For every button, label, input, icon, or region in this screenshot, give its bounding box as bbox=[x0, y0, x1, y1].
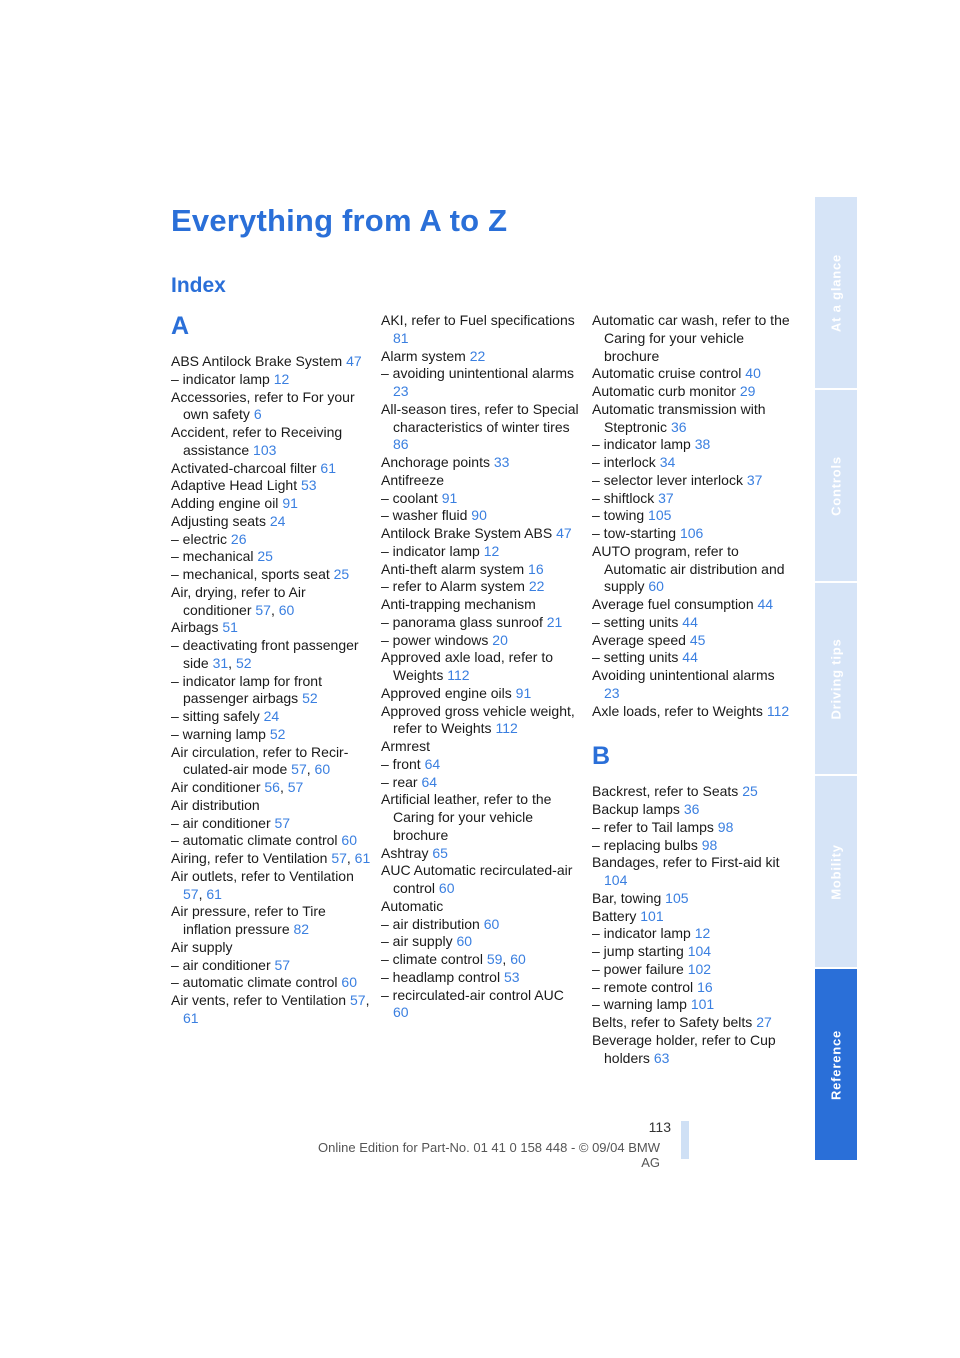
page-reference-link[interactable]: 44 bbox=[682, 649, 698, 666]
page-reference-link[interactable]: 24 bbox=[263, 708, 280, 724]
page-reference-link[interactable]: 22 bbox=[528, 578, 545, 595]
page-reference-link[interactable]: 27 bbox=[756, 1014, 772, 1030]
index-entry-text: Accessories, refer to For your own safety bbox=[171, 388, 355, 423]
page-reference-link[interactable]: 90 bbox=[471, 507, 487, 524]
index-entry-text: – deactivating front passenger side bbox=[171, 637, 359, 671]
index-entry-text: Approved axle load, refer to Weights bbox=[381, 649, 553, 683]
index-entry bbox=[171, 566, 371, 584]
index-entry bbox=[592, 454, 792, 472]
page-reference-link[interactable]: 60 bbox=[314, 761, 331, 778]
page-reference-link[interactable]: 57 bbox=[274, 814, 291, 831]
index-entry-text: – indicator lamp bbox=[171, 370, 270, 387]
index-entry bbox=[171, 531, 371, 549]
page-reference-link[interactable]: 45 bbox=[689, 631, 706, 648]
index-column-2 bbox=[381, 312, 581, 1022]
page-reference-link[interactable]: 112 bbox=[447, 667, 470, 683]
index-entry bbox=[592, 703, 792, 721]
index-entry bbox=[381, 596, 581, 614]
index-entry bbox=[171, 477, 371, 495]
index-entry-text: – mechanical, sports seat bbox=[171, 566, 330, 582]
index-entry bbox=[171, 939, 371, 957]
index-entry-text: Automatic car wash, refer to the Caring for your vehicle brochure bbox=[592, 312, 790, 364]
index-entry-text: – air conditioner bbox=[171, 956, 271, 973]
index-entry bbox=[592, 890, 792, 908]
index-entry bbox=[381, 348, 581, 366]
page-reference-link[interactable]: 60 bbox=[341, 832, 357, 849]
index-entry bbox=[592, 908, 792, 926]
index-entry bbox=[171, 815, 371, 833]
page-reference-link[interactable]: 60 bbox=[510, 951, 526, 967]
index-entry bbox=[592, 925, 792, 943]
page-reference-link[interactable]: 105 bbox=[665, 889, 689, 906]
index-entry-text: Airing, refer to Ventilation bbox=[171, 850, 328, 866]
page-reference-link[interactable]: 63 bbox=[653, 1049, 670, 1066]
index-entry bbox=[592, 1032, 792, 1068]
index-entry bbox=[592, 943, 792, 961]
page-reference-link[interactable]: 52 bbox=[302, 690, 318, 707]
index-entry-text: Antilock Brake System ABS bbox=[381, 525, 553, 541]
index-entry bbox=[381, 845, 581, 863]
index-entry-text: Average fuel consumption bbox=[592, 596, 754, 612]
index-entry-text: – indicator lamp bbox=[381, 542, 480, 559]
page-reference-link[interactable]: 91 bbox=[441, 489, 458, 506]
index-entry-text: – power windows bbox=[381, 631, 489, 648]
index-entry-text: – refer to Alarm system bbox=[381, 578, 525, 595]
tab-label: At a glance bbox=[828, 253, 844, 332]
index-entry bbox=[171, 957, 371, 975]
index-entry-text: – front bbox=[381, 755, 421, 772]
index-entry-text: – setting units bbox=[592, 613, 679, 630]
index-entry-text: Approved gross vehicle weight, refer to Weights bbox=[381, 702, 575, 737]
page-reference-link[interactable]: 25 bbox=[333, 566, 350, 582]
tab-reference[interactable] bbox=[815, 969, 857, 1160]
page-reference-link[interactable]: 31 bbox=[212, 654, 229, 671]
tab-label: Reference bbox=[828, 1029, 844, 1100]
page-reference-link[interactable]: 98 bbox=[701, 836, 718, 853]
index-entry-text: Adjusting seats bbox=[171, 512, 266, 529]
index-entry-text: Battery bbox=[592, 907, 637, 924]
page-reference-link[interactable]: 82 bbox=[293, 921, 310, 937]
page-reference-link[interactable]: 60 bbox=[483, 915, 500, 932]
index-entry bbox=[171, 495, 371, 513]
index-entry bbox=[592, 667, 792, 703]
page-reference-link[interactable]: 38 bbox=[694, 436, 711, 453]
index-entry-text: – shiftlock bbox=[592, 489, 655, 506]
index-entry bbox=[171, 797, 371, 815]
page-reference-link[interactable]: 101 bbox=[690, 996, 715, 1013]
page-reference-link[interactable]: 44 bbox=[682, 613, 698, 630]
page-reference-link[interactable]: 91 bbox=[515, 684, 532, 701]
index-entry-text: – interlock bbox=[592, 454, 656, 470]
page-reference-link[interactable]: 12 bbox=[694, 925, 711, 942]
page-reference-link[interactable]: 22 bbox=[469, 347, 486, 364]
index-entry-text: AUTO program, refer to Automatic air distribution and supply bbox=[592, 542, 785, 595]
index-letter-heading: A bbox=[171, 312, 190, 340]
index-entry bbox=[381, 507, 581, 525]
page-reference-link[interactable]: 56 bbox=[264, 779, 280, 795]
index-entry-text: Bandages, refer to First-aid kit bbox=[592, 854, 780, 871]
page-reference-link[interactable]: 57 bbox=[274, 956, 291, 973]
index-entry-text: – sitting safely bbox=[171, 708, 260, 724]
index-entry bbox=[381, 632, 581, 650]
index-entry bbox=[592, 401, 792, 437]
page-reference-link[interactable]: 105 bbox=[648, 507, 672, 524]
page-reference-link[interactable]: 53 bbox=[300, 477, 317, 494]
page-reference-link[interactable]: 34 bbox=[659, 454, 676, 470]
index-entry-text: Average speed bbox=[592, 631, 686, 648]
index-entry-text: Automatic cruise control bbox=[592, 365, 742, 382]
page-reference-link[interactable]: 44 bbox=[757, 596, 774, 612]
page-reference-link[interactable]: 61 bbox=[183, 1009, 199, 1026]
page-reference-link[interactable]: 81 bbox=[393, 329, 409, 346]
page-reference-link[interactable]: 29 bbox=[739, 383, 756, 399]
page-reference-link[interactable]: 86 bbox=[393, 436, 409, 453]
page-reference-link[interactable]: 16 bbox=[697, 978, 713, 995]
page-reference-link[interactable]: 23 bbox=[393, 383, 409, 399]
page-reference-link[interactable]: 64 bbox=[424, 755, 441, 772]
page-reference-link[interactable]: 57 bbox=[331, 850, 347, 866]
page-reference-link[interactable]: 36 bbox=[670, 418, 687, 435]
index-entry bbox=[592, 819, 792, 837]
index-entry-text: – indicator lamp bbox=[592, 925, 691, 942]
index-entry bbox=[592, 543, 792, 596]
index-entry-text: – towing bbox=[592, 507, 645, 524]
index-entry bbox=[171, 424, 371, 460]
index-entry-text: Anchorage points bbox=[381, 454, 490, 470]
index-entry bbox=[171, 726, 371, 744]
index-entry-text: – headlamp control bbox=[381, 968, 501, 985]
page-reference-link[interactable]: 40 bbox=[745, 365, 761, 382]
index-entry-text: Backup lamps bbox=[592, 801, 680, 817]
index-entry bbox=[171, 868, 371, 904]
index-entry bbox=[381, 951, 581, 969]
index-entry-text: Anti-theft alarm system bbox=[381, 560, 525, 577]
index-entry-text: – selector lever interlock bbox=[592, 471, 743, 488]
page-reference-link[interactable]: 61 bbox=[354, 850, 371, 866]
page-reference-link[interactable]: 65 bbox=[432, 844, 448, 861]
page-reference-link[interactable]: 64 bbox=[421, 773, 438, 790]
index-entry-text: Artificial leather, refer to the Caring for your vehicle brochure bbox=[381, 791, 552, 843]
page-reference-link[interactable]: 98 bbox=[717, 818, 734, 835]
tab-at-a-glance[interactable] bbox=[815, 197, 857, 388]
index-entry-text: – indicator lamp bbox=[592, 436, 691, 453]
index-entry bbox=[592, 783, 792, 801]
index-entry bbox=[381, 561, 581, 579]
index-entry bbox=[381, 614, 581, 632]
page-reference-link[interactable]: 47 bbox=[556, 525, 572, 541]
page-reference-link[interactable]: 104 bbox=[687, 943, 712, 959]
page-reference-link[interactable]: 60 bbox=[393, 1004, 409, 1021]
index-entry-text: Backrest, refer to Seats bbox=[592, 783, 739, 800]
index-entry-text: Activated-charcoal filter bbox=[171, 459, 317, 476]
index-entry bbox=[592, 383, 792, 401]
index-entry bbox=[592, 525, 792, 543]
index-entry-text: – air conditioner bbox=[171, 814, 271, 831]
index-entry-text: Alarm system bbox=[381, 347, 466, 364]
section-heading: Index bbox=[171, 274, 226, 297]
index-entry bbox=[381, 933, 581, 951]
index-entry-text: Air supply bbox=[171, 938, 233, 955]
index-entry-text: – recirculated-air control AUC bbox=[381, 986, 564, 1003]
index-entry bbox=[381, 454, 581, 472]
page-reference-link[interactable]: 26 bbox=[230, 530, 247, 547]
index-entry bbox=[381, 472, 581, 490]
index-entry bbox=[171, 744, 371, 780]
index-entry-text: – avoiding unintentional alarms bbox=[381, 365, 575, 382]
index-entry-text: – indicator lamp for front passenger airbags bbox=[171, 672, 322, 707]
tab-mobility[interactable] bbox=[815, 776, 857, 967]
page-reference-link[interactable]: 25 bbox=[257, 548, 273, 565]
index-entry bbox=[381, 862, 581, 898]
index-entry-text: Anti-trapping mechanism bbox=[381, 596, 536, 612]
index-entry bbox=[171, 903, 371, 939]
index-entry-text: Axle loads, refer to Weights bbox=[592, 702, 763, 719]
index-entry-text: ABS Antilock Brake System bbox=[171, 353, 343, 369]
tab-label: Controls bbox=[828, 455, 844, 516]
index-entry-text: – air distribution bbox=[381, 915, 480, 932]
index-entry bbox=[381, 774, 581, 792]
index-entry bbox=[592, 996, 792, 1014]
page-reference-link[interactable]: 61 bbox=[206, 885, 222, 902]
index-entry bbox=[171, 619, 371, 637]
chapter-tabs bbox=[815, 197, 857, 1161]
index-entry-text: Air pressure, refer to Tire inflation pressure bbox=[171, 903, 326, 937]
index-entry bbox=[381, 401, 581, 454]
index-entry-text: Avoiding unintentional alarms bbox=[592, 667, 775, 683]
index-entry bbox=[171, 637, 371, 673]
page-reference-link[interactable]: 21 bbox=[546, 613, 563, 630]
index-entry bbox=[592, 365, 792, 383]
index-entry-text: – setting units bbox=[592, 649, 679, 666]
index-entry bbox=[592, 837, 792, 855]
index-entry bbox=[381, 738, 581, 756]
index-entry bbox=[592, 490, 792, 508]
tab-label: Driving tips bbox=[828, 637, 844, 720]
ref-separator: , bbox=[365, 992, 370, 1008]
ref-separator: , bbox=[198, 885, 203, 902]
index-entry bbox=[381, 987, 581, 1023]
page-reference-link[interactable]: 12 bbox=[483, 542, 500, 559]
index-entry-text: – automatic climate control bbox=[171, 974, 338, 991]
index-entry bbox=[171, 460, 371, 478]
index-entry-text: Air circulation, refer to Recir-culated-air mode bbox=[171, 743, 349, 778]
tab-driving-tips[interactable] bbox=[815, 583, 857, 774]
index-entry bbox=[171, 371, 371, 389]
index-entry bbox=[171, 389, 371, 425]
page-title: Everything from A to Z bbox=[171, 203, 508, 238]
index-column-3 bbox=[592, 312, 792, 1067]
index-entry bbox=[381, 703, 581, 739]
page-reference-link[interactable]: 57 bbox=[291, 761, 307, 778]
page-reference-link[interactable]: 24 bbox=[269, 512, 286, 529]
index-entry-text: Accident, refer to Receiving assistance bbox=[171, 424, 343, 458]
page-reference-link[interactable]: 52 bbox=[235, 654, 252, 671]
ref-separator: , bbox=[228, 654, 233, 671]
index-entry-text: – jump starting bbox=[592, 943, 684, 959]
index-entry bbox=[592, 472, 792, 490]
index-entry-text: Ashtray bbox=[381, 844, 429, 861]
index-entry bbox=[381, 756, 581, 774]
index-entry bbox=[592, 961, 792, 979]
ref-separator: , bbox=[279, 779, 284, 795]
index-entry bbox=[381, 543, 581, 561]
index-entry bbox=[592, 979, 792, 997]
ref-separator: , bbox=[346, 850, 351, 866]
index-entry bbox=[592, 801, 792, 819]
page-reference-link[interactable]: 37 bbox=[746, 471, 763, 488]
page-reference-link[interactable]: 103 bbox=[253, 441, 277, 458]
index-entry bbox=[381, 791, 581, 844]
index-entry bbox=[381, 490, 581, 508]
page-reference-link[interactable]: 59 bbox=[486, 951, 503, 967]
index-entry-text: – electric bbox=[171, 530, 228, 547]
index-entry bbox=[592, 854, 792, 890]
page-reference-link[interactable]: 60 bbox=[341, 974, 357, 991]
index-entry-text: Air outlets, refer to Ventilation bbox=[171, 867, 354, 884]
index-entry bbox=[381, 898, 581, 916]
page-reference-link[interactable]: 102 bbox=[687, 960, 712, 977]
page-number: 113 bbox=[648, 1119, 671, 1135]
page-reference-link[interactable]: 23 bbox=[604, 684, 620, 701]
page-reference-link[interactable]: 106 bbox=[679, 525, 704, 541]
index-entry bbox=[381, 525, 581, 543]
page-reference-link[interactable]: 53 bbox=[503, 968, 520, 985]
page-reference-link[interactable]: 37 bbox=[658, 489, 674, 506]
page-reference-link[interactable]: 57 bbox=[255, 601, 271, 618]
index-entry-text: All-season tires, refer to Special characteristics of winter tires bbox=[381, 400, 579, 435]
tab-label: Mobility bbox=[828, 843, 844, 900]
page-reference-link[interactable]: 57 bbox=[349, 992, 366, 1008]
index-entry-text: Air vents, refer to Ventilation bbox=[171, 992, 347, 1008]
index-entry bbox=[592, 1014, 792, 1032]
index-entry-text: – tow-starting bbox=[592, 525, 677, 541]
index-entry bbox=[171, 779, 371, 797]
index-entry-text: – mechanical bbox=[171, 548, 254, 565]
ref-separator: , bbox=[502, 951, 507, 967]
index-entry bbox=[592, 632, 792, 650]
index-entry-text: – washer fluid bbox=[381, 507, 468, 524]
page-reference-link[interactable]: 6 bbox=[253, 406, 262, 423]
index-entry bbox=[171, 584, 371, 620]
index-entry-text: AUC Automatic recirculated-air control bbox=[381, 862, 573, 896]
index-entry-text: Automatic bbox=[381, 897, 444, 914]
index-entry-text: – replacing bulbs bbox=[592, 836, 698, 853]
index-entry bbox=[171, 548, 371, 566]
index-entry-text: Bar, towing bbox=[592, 889, 662, 906]
index-entry-text: – refer to Tail lamps bbox=[592, 818, 714, 835]
ref-separator: , bbox=[306, 761, 311, 778]
index-entry bbox=[171, 673, 371, 709]
tab-controls[interactable] bbox=[815, 390, 857, 581]
index-entry-text: – air supply bbox=[381, 933, 453, 950]
page-reference-link[interactable]: 61 bbox=[320, 459, 336, 476]
index-entry-text: – coolant bbox=[381, 489, 438, 506]
index-entry-text: Beverage holder, refer to Cup holders bbox=[592, 1031, 776, 1066]
page-reference-link[interactable]: 12 bbox=[273, 370, 290, 387]
index-entry-text: Air, drying, refer to Air conditioner bbox=[171, 583, 306, 618]
index-entry bbox=[592, 507, 792, 525]
index-entry-text: AKI, refer to Fuel specifications bbox=[381, 312, 575, 328]
index-entry bbox=[171, 513, 371, 531]
index-entry-text: Airbags bbox=[171, 619, 219, 636]
page-reference-link[interactable]: 104 bbox=[604, 872, 628, 888]
ref-separator: , bbox=[270, 601, 275, 618]
page-reference-link[interactable]: 51 bbox=[222, 619, 238, 636]
index-entry bbox=[381, 685, 581, 703]
page-reference-link[interactable]: 16 bbox=[528, 560, 544, 577]
index-entry bbox=[381, 916, 581, 934]
index-entry-text: – remote control bbox=[592, 978, 694, 995]
index-entry-text: Automatic transmission with Steptronic bbox=[592, 400, 766, 435]
index-entry bbox=[171, 708, 371, 726]
page-reference-link[interactable]: 57 bbox=[287, 779, 304, 795]
index-entry-text: – automatic climate control bbox=[171, 832, 338, 849]
page-reference-link[interactable]: 25 bbox=[742, 783, 758, 800]
page-reference-link[interactable]: 52 bbox=[269, 725, 286, 742]
page-reference-link[interactable]: 47 bbox=[346, 353, 362, 369]
index-entry-text: – climate control bbox=[381, 951, 483, 967]
page-reference-link[interactable]: 60 bbox=[438, 880, 455, 896]
index-entry-text: Antifreeze bbox=[381, 471, 445, 488]
footer-text: Online Edition for Part-No. 01 41 0 158 448 - © 09/04 BMW AG bbox=[318, 1140, 660, 1170]
page-reference-link[interactable]: 57 bbox=[183, 885, 199, 902]
index-letter-heading: B bbox=[592, 742, 611, 771]
page-reference-link[interactable]: 20 bbox=[492, 631, 508, 648]
page-reference-link[interactable]: 33 bbox=[493, 454, 510, 470]
page-reference-link[interactable]: 60 bbox=[648, 578, 664, 595]
index-entry bbox=[171, 974, 371, 992]
page-reference-link[interactable]: 112 bbox=[495, 720, 518, 737]
index-entry bbox=[171, 850, 371, 868]
index-entry bbox=[381, 578, 581, 596]
page-marker-bar bbox=[681, 1121, 689, 1159]
index-entry-text: – rear bbox=[381, 773, 418, 790]
page-reference-link[interactable]: 60 bbox=[456, 933, 473, 950]
page-reference-link[interactable]: 112 bbox=[766, 702, 790, 719]
page-reference-link[interactable]: 36 bbox=[683, 801, 700, 817]
page-reference-link[interactable]: 60 bbox=[278, 601, 295, 618]
index-entry-text: Approved engine oils bbox=[381, 684, 512, 701]
index-entry bbox=[592, 312, 792, 365]
index-entry bbox=[592, 649, 792, 667]
page-reference-link[interactable]: 101 bbox=[640, 907, 664, 924]
index-column-1 bbox=[171, 312, 371, 1028]
index-entry-text: Belts, refer to Safety belts bbox=[592, 1014, 753, 1030]
index-entry bbox=[381, 312, 581, 348]
index-entry bbox=[381, 969, 581, 987]
index-entry-text: Armrest bbox=[381, 738, 430, 754]
index-entry-text: Adding engine oil bbox=[171, 495, 279, 511]
index-entry bbox=[592, 436, 792, 454]
index-entry-text: – panorama glass sunroof bbox=[381, 613, 543, 630]
index-entry-text: Air distribution bbox=[171, 796, 260, 813]
index-entry-text: – power failure bbox=[592, 960, 684, 977]
index-entry-text: Automatic curb monitor bbox=[592, 383, 736, 399]
index-entry-text: – warning lamp bbox=[171, 725, 266, 742]
index-entry bbox=[171, 353, 371, 371]
index-entry-text: Air conditioner bbox=[171, 779, 261, 795]
index-entry bbox=[381, 649, 581, 685]
index-entry bbox=[171, 832, 371, 850]
index-entry-text: Adaptive Head Light bbox=[171, 477, 298, 494]
index-entry bbox=[592, 614, 792, 632]
index-entry bbox=[171, 992, 371, 1028]
index-entry bbox=[592, 596, 792, 614]
index-entry bbox=[381, 365, 581, 401]
index-entry-text: – warning lamp bbox=[592, 996, 687, 1013]
page-reference-link[interactable]: 91 bbox=[282, 495, 298, 511]
